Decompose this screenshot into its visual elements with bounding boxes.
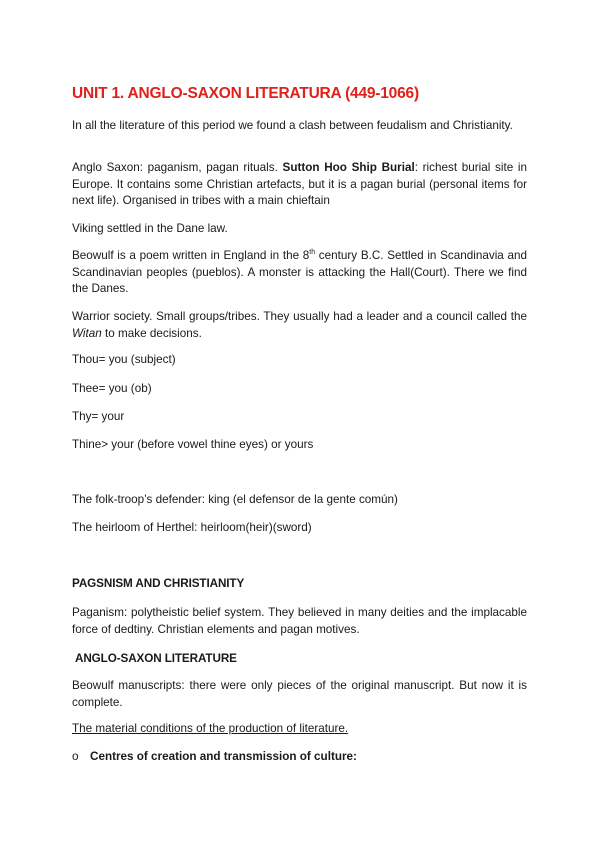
warrior-paragraph <box>72 309 527 342</box>
manuscripts-paragraph: Beowulf manuscripts: there were only pieces of the original manuscript. But now it is complete. <box>72 679 527 709</box>
beowulf-paragraph <box>72 248 527 298</box>
ordinal-superscript: th <box>309 249 316 257</box>
warrior-text-a: Warrior society. Small groups/tribes. They usually had a leader and a council called the <box>72 310 527 323</box>
thou-line: Thou= you (subject) <box>72 353 176 366</box>
anglo-saxon-text-c: : richest burial site in Europe. It contains some Christian artefacts, but it is a pagan burial (personal items for next life). Organised in tribes with a main chieftain <box>72 161 527 207</box>
thee-line: Thee= you (ob) <box>72 382 152 395</box>
thy-line: Thy= your <box>72 410 125 423</box>
witan-italic: Witan <box>72 326 102 340</box>
paganism-paragraph: Paganism: polytheistic belief system. They believed in many deities and the implacable force of dedtiny. Christian elements and pagan motives. <box>72 606 527 636</box>
thine-line: Thine> your (before vowel thine eyes) or yours <box>72 438 314 451</box>
viking-paragraph: Viking settled in the Dane law. <box>72 222 228 235</box>
bullet-marker: o <box>72 750 79 763</box>
sutton-hoo-bold: Sutton Hoo Ship Burial <box>282 161 415 174</box>
heirloom-line: The heirloom of Herthel: heirloom(heir)(sword) <box>72 521 312 534</box>
paganism-heading: PAGSNISM AND CHRISTIANITY <box>72 577 245 590</box>
centres-bullet-text: Centres of creation and transmission of culture: <box>90 750 357 763</box>
unit-title: UNIT 1. ANGLO-SAXON LITERATURA (449-1066) <box>72 85 419 102</box>
anglo-saxon-literature-heading: ANGLO-SAXON LITERATURE <box>75 652 237 665</box>
warrior-text-b: to make decisions. <box>101 326 202 340</box>
intro-paragraph: In all the literature of this period we found a clash between feudalism and Christianity. <box>72 119 513 132</box>
folk-troop-line: The folk-troop’s defender: king (el defensor de la gente común) <box>72 493 398 506</box>
beowulf-text-a: Beowulf is a poem written in England in the 8 <box>72 249 310 262</box>
material-conditions-link: The material conditions of the production of literature. <box>72 722 349 735</box>
centres-bullet <box>72 750 357 763</box>
anglo-saxon-paragraph <box>72 160 527 210</box>
anglo-saxon-text-a: Anglo Saxon: paganism, pagan rituals. <box>72 161 283 174</box>
beowulf-text-b: century B.C. Settled in Scandinavia and Scandinavian peoples (pueblos). A monster is attacking the Hall(Court). There we find the Danes. <box>72 249 527 295</box>
